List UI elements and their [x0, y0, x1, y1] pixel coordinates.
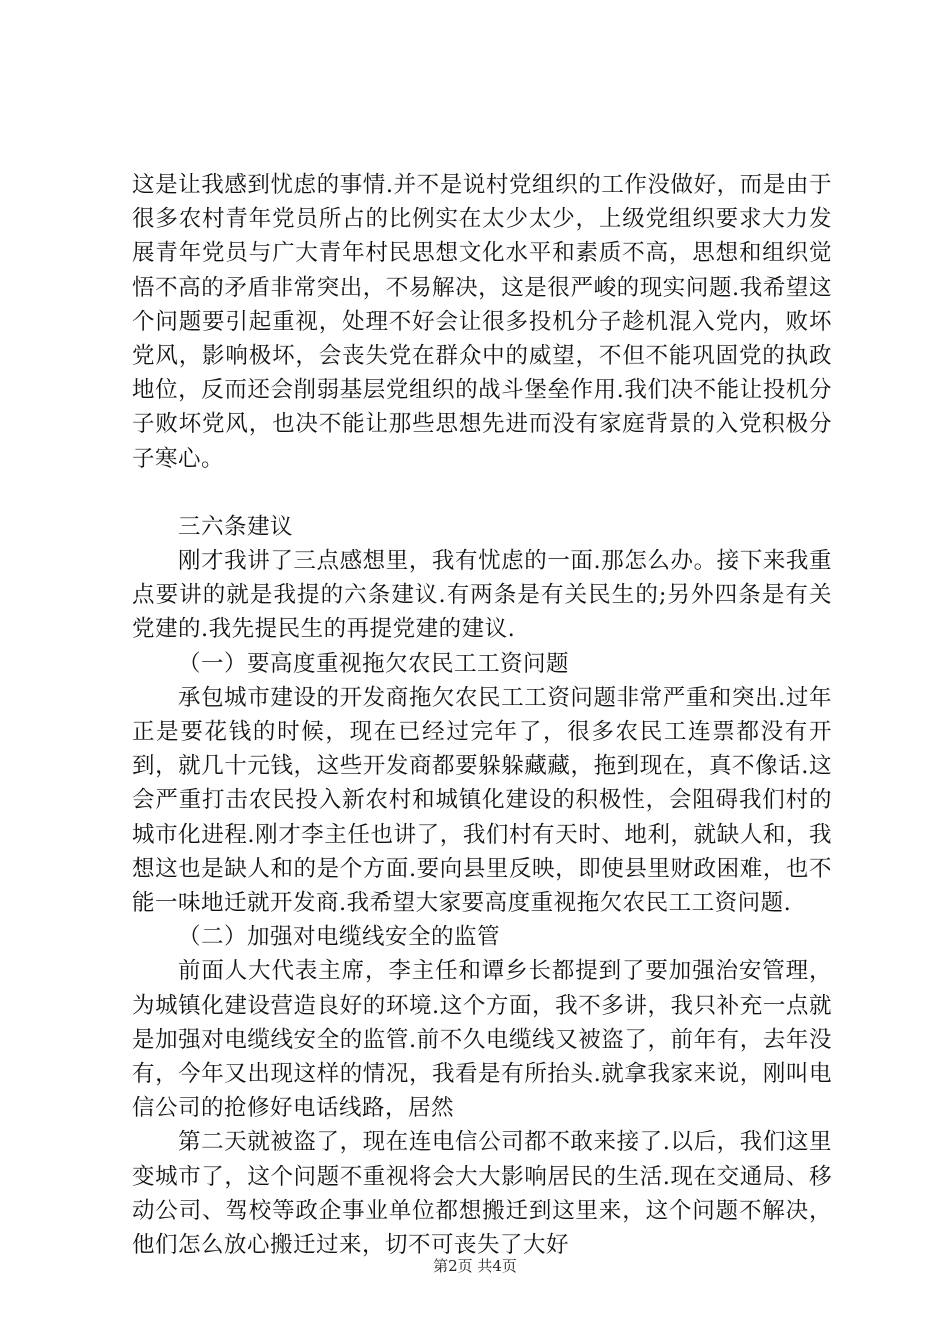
body-paragraph-5: 第二天就被盗了，现在连电信公司都不敢来接了.以后，我们这里变城市了，这个问题不重视将会大大影响居民的生活.现在交通局、移动公司、驾校等政企事业单位都想搬迁到这里来，这个问题不解决，他们怎么放心搬迁过来，切不可丧失了大好 — [132, 1129, 832, 1259]
subsection-heading-1: （一）要高度重视拖欠农民工工资问题 — [178, 650, 570, 677]
body-paragraph-1: 这是让我感到忧虑的事情.并不是说村党组织的工作没做好，而是由于很多农村青年党员所占的比例实在太少太少，上级党组织要求大力发展青年党员与广大青年村民思想文化水平和素质不高，思想和组织觉悟不高的矛盾非常突出，不易解决，这是很严峻的现实问题.我希望这个问题要引起重视，处理不好会让很多投机分子趁机混入党内，败坏党风，影响极坏，会丧失党在群众中的威望，不但不能巩固党的执政地位，反而还会削弱基层党组织的战斗堡垒作用.我们决不能让投机分子败坏党风，也决不能让那些思想先进而没有家庭背景的入党积极分子寒心。 — [132, 172, 832, 472]
body-paragraph-2: 刚才我讲了三点感想里，我有忧虑的一面.那怎么办。接下来我重点要讲的就是我提的六条建议.有两条是有关民生的;另外四条是有关党建的.我先提民生的再提党建的建议. — [132, 548, 832, 643]
body-paragraph-4: 前面人大代表主席，李主任和谭乡长都提到了要加强治安管理，为城镇化建设营造良好的环境.这个方面，我不多讲，我只补充一点就是加强对电缆线安全的监管.前不久电缆线又被盗了，前年有，去年没有，今年又出现这样的情况，我看是有所抬头.就拿我家来说，刚叫电信公司的抢修好电话线路，居然 — [132, 958, 832, 1122]
paragraph-gap — [132, 476, 832, 510]
body-paragraph-3: 承包城市建设的开发商拖欠农民工工资问题非常严重和突出.过年正是要花钱的时候，现在已经过完年了，很多农民工连票都没有开到，就几十元钱，这些开发商都要躲躲藏藏，拖到现在，真不像话.这会严重打击农民投入新农村和城镇化建设的积极性，会阻碍我们村的城市化进程.刚才李主任也讲了，我们村有天时、地利，就缺人和，我想这也是缺人和的是个方面.要向县里反映，即使县里财政困难，也不能一味地迁就开发商.我希望大家要高度重视拖欠农民工工资问题. — [132, 684, 832, 917]
document-body — [132, 168, 832, 1262]
subsection-heading-2: （二）加强对电缆线安全的监管 — [178, 924, 501, 951]
section-heading: 三六条建议 — [178, 513, 294, 540]
page-footer: 第2页 共4页 — [433, 1257, 517, 1275]
